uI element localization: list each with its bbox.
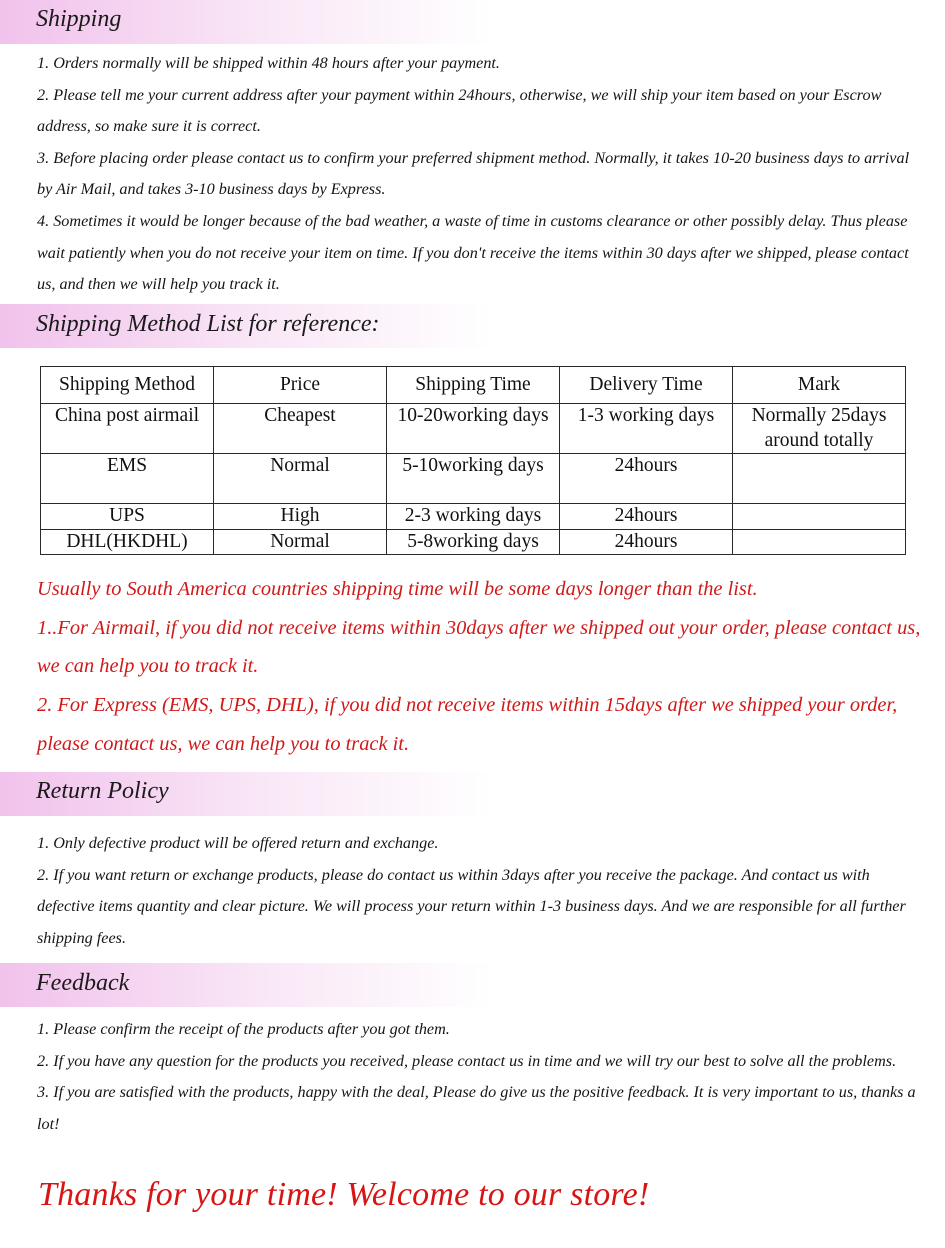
column-header-shipping-time: Shipping Time bbox=[387, 367, 560, 404]
return-policy-header-band bbox=[0, 772, 945, 816]
shipping-item: 4. Sometimes it would be longer because of the bad weather, a waste of time in customs clearance or other possibly delay. Thus please wait patiently when you do not receive your item on time. If you don't receive the items within 30 days after we shipped, please contact us, and then we will help you track it. bbox=[37, 211, 909, 294]
shipping-item: 3. Before placing order please contact us to confirm your preferred shipment method. Normally, it takes 10-20 business days to arrival by Air Mail, and takes 3-10 business days by Express. bbox=[37, 148, 910, 199]
return-policy-item: 2. If you want return or exchange products, please do contact us within 3days after you receive the package. And contact us with defective items quantity and clear picture. We will process your return within 1-3 business days. And we are responsible for all further shipping fees. bbox=[37, 865, 906, 947]
shipping-method-table bbox=[40, 366, 906, 555]
column-header-price: Price bbox=[214, 367, 387, 404]
table-cell: DHL(HKDHL) bbox=[41, 529, 214, 555]
return-policy-section-title: Return Policy bbox=[36, 778, 169, 804]
table-header-row bbox=[41, 367, 906, 404]
shipping-section-title: Shipping bbox=[36, 6, 122, 32]
table-cell: Normal bbox=[214, 454, 387, 504]
feedback-item: 1. Please confirm the receipt of the products after you got them. bbox=[37, 1020, 450, 1038]
table-cell: 24hours bbox=[560, 529, 733, 555]
table-cell: 1-3 working days bbox=[560, 404, 733, 454]
method-list-section-title: Shipping Method List for reference: bbox=[36, 311, 380, 337]
table-cell: 24hours bbox=[560, 504, 733, 530]
table-cell bbox=[733, 529, 906, 555]
feedback-header-band bbox=[0, 963, 945, 1007]
shipping-list bbox=[37, 48, 917, 301]
return-policy-list bbox=[37, 828, 917, 954]
shipping-notes bbox=[37, 570, 922, 764]
table-row bbox=[41, 529, 906, 555]
shipping-header-band bbox=[0, 0, 945, 44]
table-cell: 24hours bbox=[560, 454, 733, 504]
table-cell: EMS bbox=[41, 454, 214, 504]
table-cell bbox=[733, 454, 906, 504]
table-cell: 10-20working days bbox=[387, 404, 560, 454]
table-row bbox=[41, 504, 906, 530]
table-cell bbox=[733, 504, 906, 530]
shipping-note: Usually to South America countries shipping time will be some days longer than the list. bbox=[37, 578, 758, 600]
table-cell: 2-3 working days bbox=[387, 504, 560, 530]
table-cell: UPS bbox=[41, 504, 214, 530]
table-cell: 5-8working days bbox=[387, 529, 560, 555]
table-cell: Cheapest bbox=[214, 404, 387, 454]
shipping-item: 1. Orders normally will be shipped within 48 hours after your payment. bbox=[37, 54, 500, 72]
method-list-header-band bbox=[0, 304, 945, 348]
table-row bbox=[41, 454, 906, 504]
shipping-note: 1..For Airmail, if you did not receive items within 30days after we shipped out your order, please contact us, we can help you to track it. bbox=[37, 616, 921, 678]
table-cell: 5-10working days bbox=[387, 454, 560, 504]
table-cell: High bbox=[214, 504, 387, 530]
feedback-item: 2. If you have any question for the products you received, please contact us in time and we will try our best to solve all the problems. bbox=[37, 1051, 897, 1070]
column-header-delivery-time: Delivery Time bbox=[560, 367, 733, 404]
shipping-item: 2. Please tell me your current address after your payment within 24hours, otherwise, we will ship your item based on your Escrow address, so make sure it is correct. bbox=[37, 85, 882, 136]
table-cell: Normally 25days around totally bbox=[733, 404, 906, 454]
table-row bbox=[41, 404, 906, 454]
return-policy-item: 1. Only defective product will be offered return and exchange. bbox=[37, 834, 439, 852]
table-cell: China post airmail bbox=[41, 404, 214, 454]
feedback-item: 3. If you are satisfied with the products, happy with the deal, Please do give us the positive feedback. It is very important to us, thanks a lot! bbox=[37, 1083, 916, 1133]
table-cell: Normal bbox=[214, 529, 387, 555]
column-header-mark: Mark bbox=[733, 367, 906, 404]
column-header-shipping-method: Shipping Method bbox=[41, 367, 214, 404]
feedback-list bbox=[37, 1014, 917, 1140]
feedback-section-title: Feedback bbox=[36, 970, 130, 996]
shipping-note: 2. For Express (EMS, UPS, DHL), if you did not receive items within 15days after we shipped your order, please contact us, we can help you to track it. bbox=[37, 694, 898, 755]
closing-message: Thanks for your time! Welcome to our store! bbox=[38, 1176, 650, 1213]
